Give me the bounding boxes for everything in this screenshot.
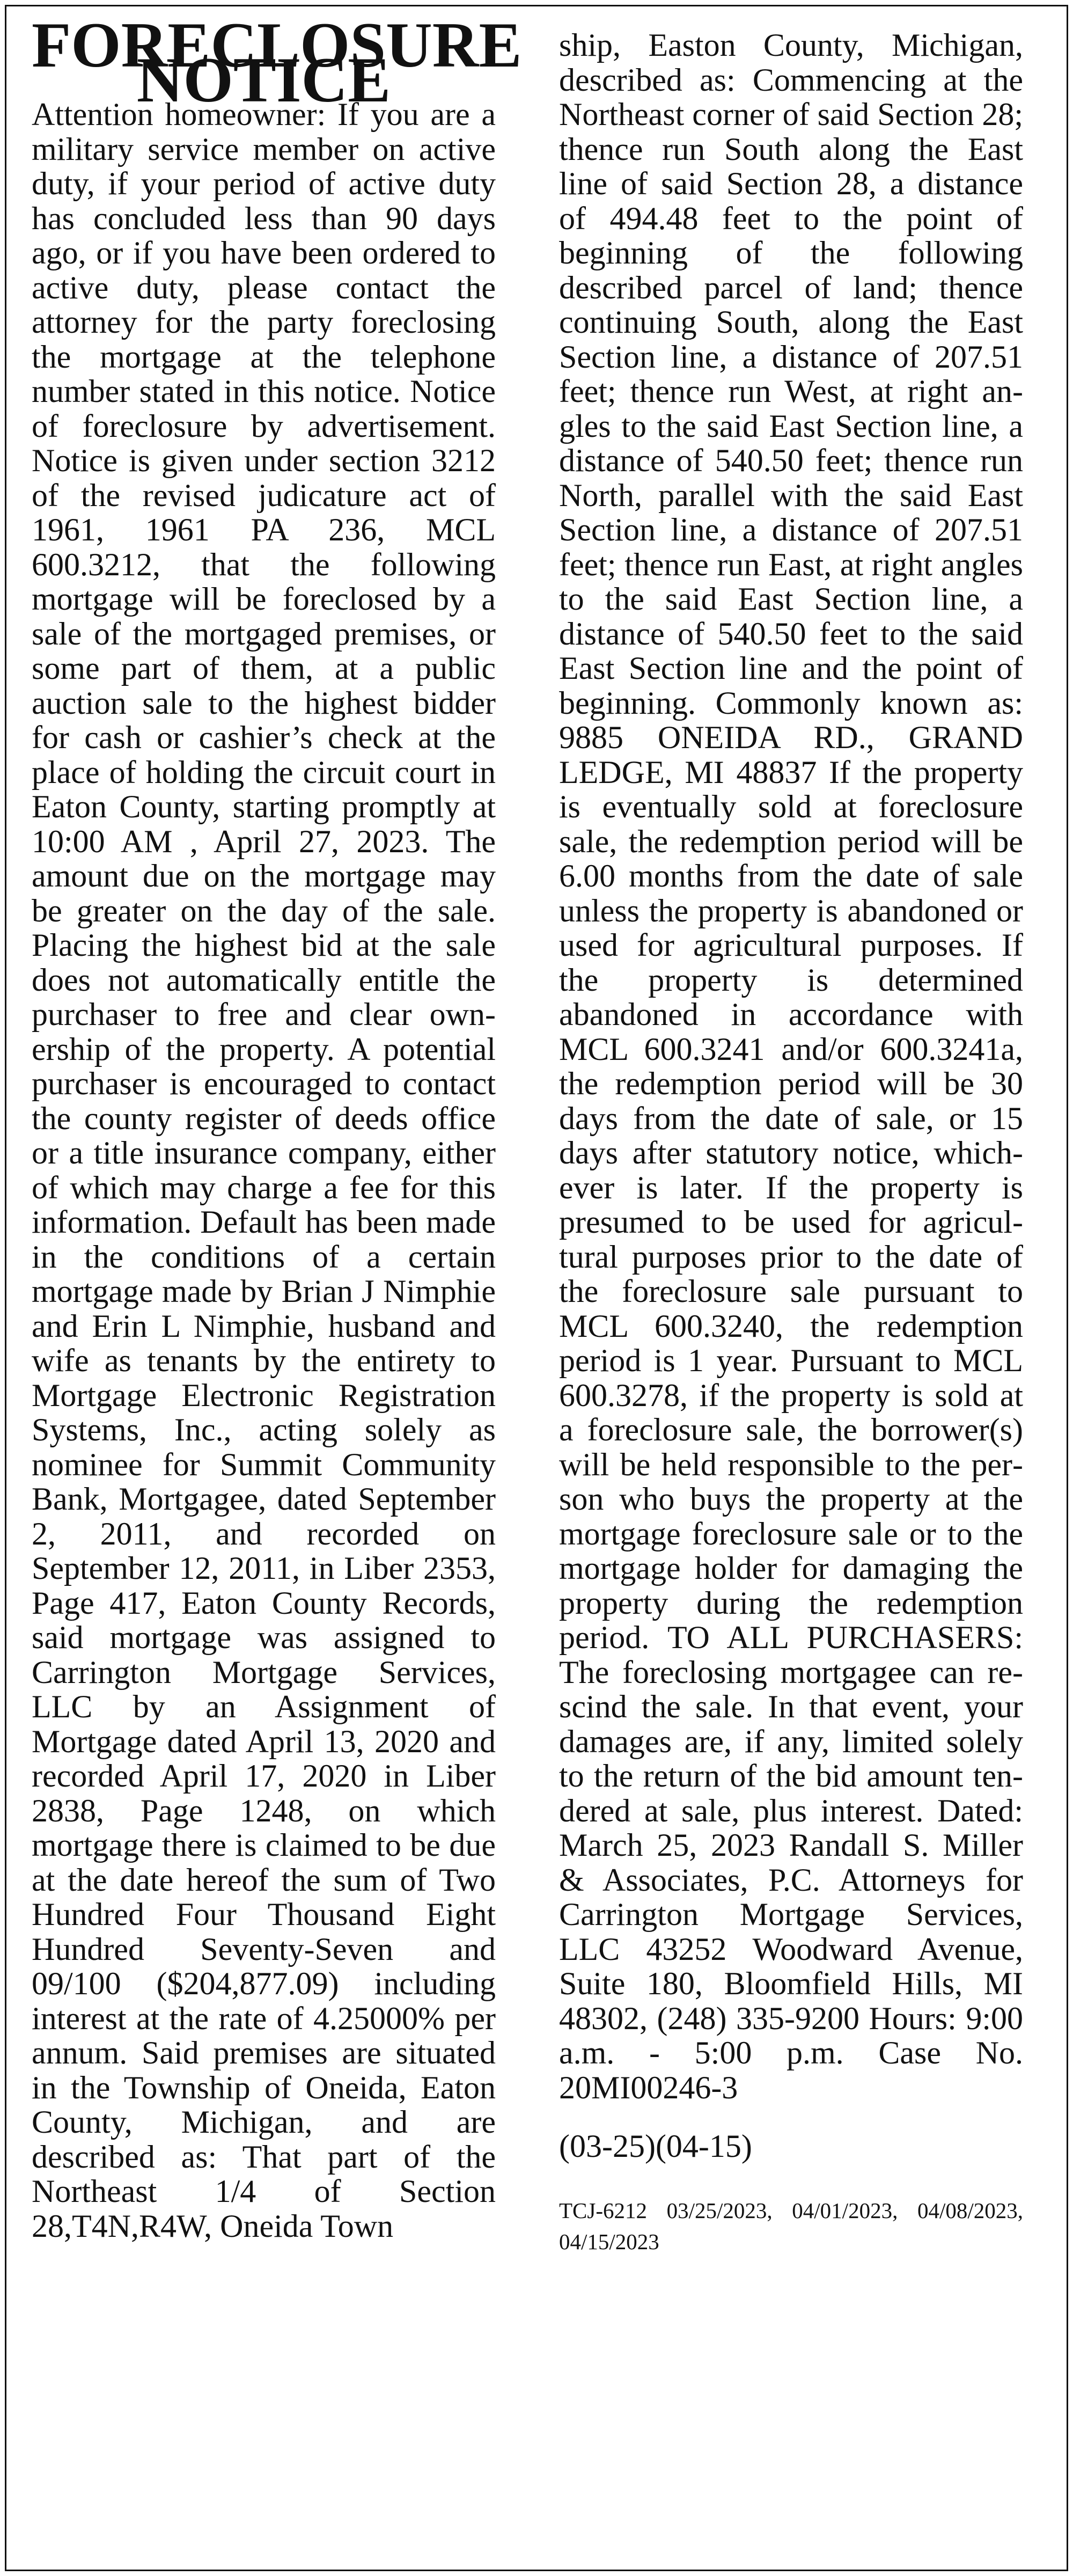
notice-title: FORECLOSURE NOTICE: [32, 9, 522, 115]
notice-frame: [5, 5, 1068, 2571]
run-dates: (03-25)(04-15): [559, 2128, 752, 2164]
notice-body-right: ship, Easton County, Michigan, described as: Commencing at the Northeast corner of said Section 28; thence run South along the East line of said Section 28, a distance of 494.48 feet to the point of beginning of the following described parcel of land; thence continuing South, along the East Section line, a distance of 207.51 feet; thence run West, at right angles to the said East Section line, a distance of 540.50 feet; thence run North, parallel with the said East Section line, a distance of 207.51 feet; thence run East, at right angles to the said East Section line, a distance of 540.50 feet to the said East Section line and the point of beginning. Commonly known as: 9885 ONEIDA RD., GRAND LEDGE, MI 48837 If the property is eventually sold at foreclosure sale, the redemption period will be 6.00 months from the date of sale unless the property is abandoned or used for agricultural purposes. If the property is determined abandoned in accordance with MCL 600.3241 and/or 600.3241a, the redemption period will be 30 days from the date of sale, or 15 days after statutory notice, whichever is later. If the property is presumed to be used for agricultural purposes prior to the date of the foreclosure sale pursuant to MCL 600.3240, the redemption period is 1 year. Pursuant to MCL 600.3278, if the property is sold at a foreclosure sale, the borrower(s) will be held responsible to the person who buys the property at the mortgage foreclosure sale or to the mortgage holder for damaging the property during the redemption period. TO ALL PURCHASERS: The foreclosing mortgagee can rescind the sale. In that event, your damages are, if any, limited solely to the return of the bid amount tendered at sale, plus interest. Dated: March 25, 2023 Randall S. Miller & Associates, P.C. Attorneys for Carrington Mortgage Services, LLC 43252 Woodward Avenue, Suite 180, Bloomfield Hills, MI 48302, (248) 335-9200 Hours: 9:00 a.m. - 5:00 p.m. Case No. 20MI00246-3: [559, 27, 1023, 2105]
left-column: [32, 9, 522, 2537]
right-column: [559, 28, 1023, 2537]
publication-line: TCJ-6212 03/25/2023, 04/01/2023, 04/08/2023, 04/15/2023: [559, 2198, 1023, 2254]
notice-body-left: Attention homeowner: If you are a military service member on active duty, if your period of active duty has concluded less than 90 days ago, or if you have been ordered to active duty, please contact the attorney for the party foreclosing the mortgage at the telephone number stated in this notice. Notice of foreclosure by advertisement. Notice is given under section 3212 of the revised judicature act of 1961, 1961 PA 236, MCL 600.3212, that the following mortgage will be foreclosed by a sale of the mortgaged premises, or some part of them, at a public auction sale to the highest bidder for cash or cashier’s check at the place of holding the circuit court in Eaton County, starting promptly at 10:00 AM , April 27, 2023. The amount due on the mortgage may be greater on the day of the sale. Placing the highest bid at the sale does not automatically entitle the purchaser to free and clear ownership of the property. A potential purchaser is encouraged to contact the county register of deeds office or a title insurance company, either of which may charge a fee for this information. Default has been made in the conditions of a certain mortgage made by Brian J Nimphie and Erin L Nimphie, husband and wife as tenants by the entirety to Mortgage Electronic Registration Systems, Inc., acting solely as nominee for Summit Community Bank, Mortgagee, dated September 2, 2011, and recorded on September 12, 2011, in Liber 2353, Page 417, Eaton County Records, said mortgage was assigned to Carrington Mortgage Services, LLC by an Assignment of Mortgage dated April 13, 2020 and recorded April 17, 2020 in Liber 2838, Page 1248, on which mortgage there is claimed to be due at the date hereof the sum of Two Hundred Four Thousand Eight Hundred Seventy-Seven and 09/100 ($204,877.09) including interest at the rate of 4.25000% per annum. Said premises are situated in the Township of Oneida, Eaton County, Michigan, and are described as: That part of the Northeast 1/4 of Section 28,T4N,R4W, Oneida Town: [32, 97, 496, 2244]
